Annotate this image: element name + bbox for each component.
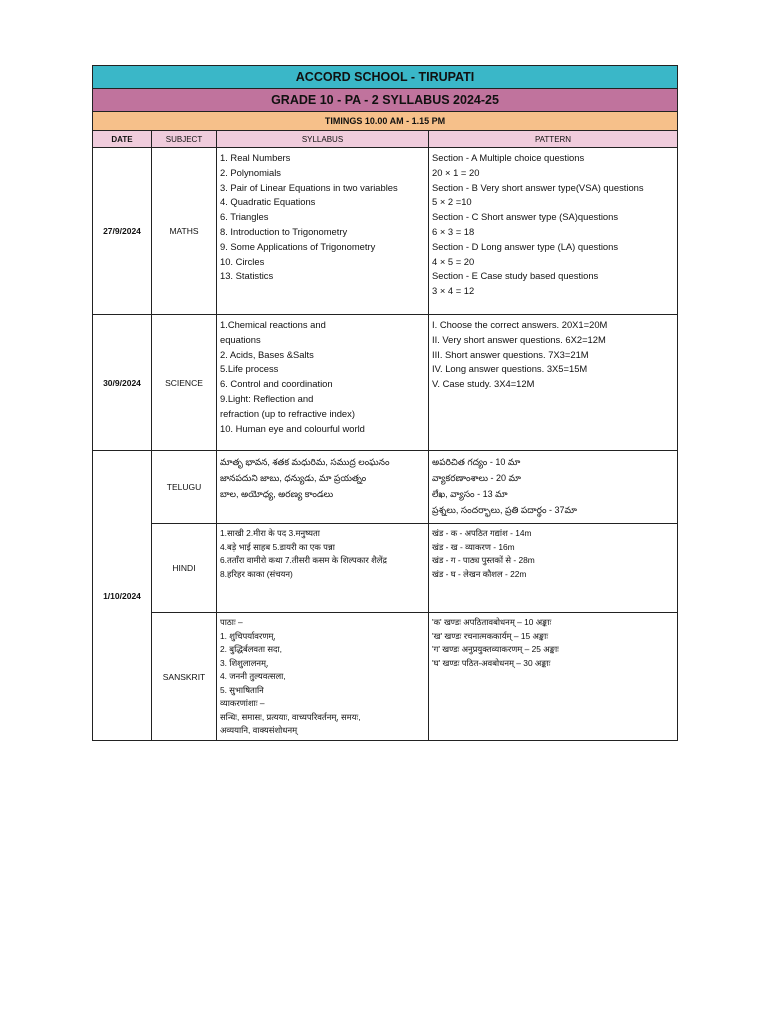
list-item: Section - C Short answer type (SA)questions <box>432 211 619 223</box>
list-item: 9.Light: Reflection and <box>220 392 314 404</box>
subject-cell: SCIENCE <box>152 315 217 451</box>
list-item: 5 × 2 =10 <box>432 196 472 208</box>
table-row <box>93 613 678 741</box>
subject-cell: MATHS <box>152 148 217 315</box>
list-item: 1. Real Numbers <box>220 152 291 163</box>
pattern-cell <box>429 315 678 451</box>
table-row <box>93 451 678 524</box>
subject-cell: TELUGU <box>152 451 217 524</box>
header-row <box>93 131 678 148</box>
subject-cell: HINDI <box>152 524 217 613</box>
date-cell: 27/9/2024 <box>93 148 152 315</box>
list-item: 3. शिशुलालनम्, <box>220 657 269 668</box>
table-row <box>93 148 678 315</box>
date-cell: 1/10/2024 <box>93 451 152 741</box>
list-item: మాతృ భావన, శతక మధురిమ, సముద్ర లంఘనం <box>220 457 390 467</box>
list-item: 'क' खण्डः अपठितावबोधनम् – 10 अङ्काः <box>432 617 552 627</box>
list-item: III. Short answer questions. 7X3=21M <box>432 348 589 360</box>
list-item: खंड - ग - पाठ्य पुस्तकों से - 28m <box>432 555 535 565</box>
header-pattern: PATTERN <box>429 131 678 148</box>
list-item: अव्ययानि, वाक्यसंशोधनम् <box>220 725 298 735</box>
header-syllabus: SYLLABUS <box>217 131 429 148</box>
syllabus-table <box>92 65 678 741</box>
list-item: खंड - घ - लेखन कौशल - 22m <box>432 568 527 579</box>
subject-cell: SANSKRIT <box>152 613 217 741</box>
list-item: 5. सुभाषितानि <box>220 684 264 695</box>
list-item: 8. Introduction to Trigonometry <box>220 225 348 237</box>
list-item: Section - D Long answer type (LA) questions <box>432 240 619 252</box>
list-item: I. Choose the correct answers. 20X1=20M <box>432 319 608 330</box>
list-item: पाठाः – <box>220 617 243 627</box>
list-item: 10. Circles <box>220 255 265 267</box>
syllabus-cell <box>217 148 429 315</box>
list-item: 4.बड़े भाई साहब 5.डायरी का एक पन्ना <box>220 541 335 552</box>
list-item: 6.तताँरा वामीरो कथा 7.तीसरी कसम के शिल्पकार शैलेंद्र <box>220 555 387 565</box>
list-item: 5.Life process <box>220 363 279 375</box>
syllabus-cell <box>217 315 429 451</box>
list-item: 6. Triangles <box>220 211 269 223</box>
list-item: 1.Chemical reactions and <box>220 319 326 330</box>
table-row <box>93 524 678 613</box>
header-date: DATE <box>93 131 152 148</box>
header-subject: SUBJECT <box>152 131 217 148</box>
list-item: 4. Quadratic Equations <box>220 196 316 208</box>
pattern-cell <box>429 524 678 613</box>
date-cell: 30/9/2024 <box>93 315 152 451</box>
list-item: refraction (up to refractive index) <box>220 407 355 419</box>
list-item: 4. जननी तुल्यवत्सला, <box>220 671 286 681</box>
list-item: 6. Control and coordination <box>220 378 333 390</box>
list-item: వ్యాకరణాంశాలు - 20 మా <box>432 473 521 483</box>
list-item: खंड - ख - व्याकरण - 16m <box>432 541 515 552</box>
list-item: 3 × 4 = 12 <box>432 285 475 297</box>
grade-title: GRADE 10 - PA - 2 SYLLABUS 2024-25 <box>93 89 678 112</box>
timings: TIMINGS 10.00 AM - 1.15 PM <box>93 112 678 131</box>
list-item: 6 × 3 = 18 <box>432 225 475 237</box>
list-item: व्याकरणांशाः – <box>220 698 265 708</box>
list-item: లేఖ, వ్యాసం - 13 మా <box>432 489 508 499</box>
list-item: 10. Human eye and colourful world <box>220 422 365 434</box>
pattern-cell <box>429 613 678 741</box>
pattern-cell <box>429 451 678 524</box>
list-item: 2. Acids, Bases &Salts <box>220 348 314 360</box>
list-item: खंड - क - अपठित गद्यांश - 14m <box>432 528 532 538</box>
list-item: 2. बुद्धिर्बलवता सदा, <box>220 644 282 654</box>
table-row <box>93 315 678 451</box>
syllabus-cell <box>217 451 429 524</box>
list-item: Section - B Very short answer type(VSA) questions <box>432 181 644 193</box>
list-item: 1.साखी 2.मीरा के पद 3.मनुष्यता <box>220 528 320 538</box>
list-item: జానపదుని జాబు, ధన్యుడు, మా ప్రయత్నం <box>220 473 367 483</box>
list-item: equations <box>220 333 261 345</box>
list-item: सन्धिः, समासः, प्रत्ययाः, वाच्यपरिवर्तनम्, समयः, <box>220 711 361 722</box>
list-item: 'ग' खण्डः अनुप्रयुक्तव्याकरणम् – 25 अङ्काः <box>432 644 559 654</box>
list-item: Section - A Multiple choice questions <box>432 152 585 163</box>
list-item: 'ख' खण्डः रचनात्मककार्यम् – 15 अङ्काः <box>432 630 549 641</box>
list-item: II. Very short answer questions. 6X2=12M <box>432 333 606 345</box>
list-item: V. Case study. 3X4=12M <box>432 378 535 390</box>
school-name: ACCORD SCHOOL - TIRUPATI <box>93 66 678 89</box>
list-item: 9. Some Applications of Trigonometry <box>220 240 376 252</box>
list-item: ప్రశ్నలు, సందర్భాలు, ప్రతి పదార్థం - 37మా <box>432 505 577 515</box>
list-item: 8.हरिहर काका (संचयन) <box>220 568 293 579</box>
list-item: IV. Long answer questions. 3X5=15M <box>432 363 588 375</box>
list-item: 1. शुचिपर्यावरणम्, <box>220 630 276 641</box>
list-item: 4 × 5 = 20 <box>432 255 475 267</box>
list-item: 20 × 1 = 20 <box>432 166 480 178</box>
syllabus-cell <box>217 524 429 613</box>
list-item: 'घ' खण्डः पठित-अवबोधनम् – 30 अङ्काः <box>432 657 551 668</box>
list-item: 3. Pair of Linear Equations in two variables <box>220 181 398 193</box>
list-item: 2. Polynomials <box>220 166 281 178</box>
list-item: అపరిచిత గద్యం - 10 మా <box>432 457 521 467</box>
pattern-cell <box>429 148 678 315</box>
list-item: బాల, అయోధ్య, అరణ్య కాండలు <box>220 489 334 499</box>
list-item: 13. Statistics <box>220 270 274 282</box>
list-item: Section - E Case study based questions <box>432 270 599 282</box>
syllabus-cell <box>217 613 429 741</box>
